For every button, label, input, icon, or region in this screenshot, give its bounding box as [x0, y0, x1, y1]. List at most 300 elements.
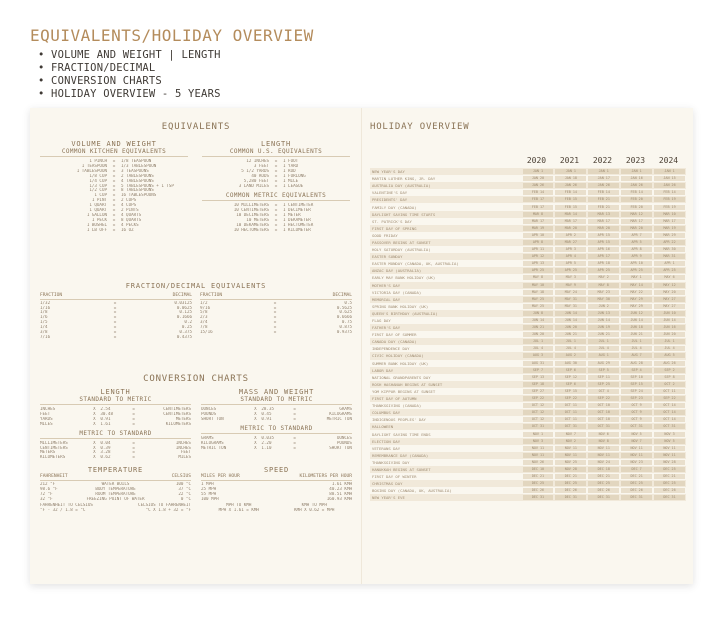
holiday-date: OCT 4: [588, 389, 619, 394]
holiday-date: MAY 12: [654, 283, 685, 288]
holiday-row: [370, 211, 686, 218]
mass-conv-table-1: [201, 407, 352, 422]
conversion-section: [40, 374, 352, 513]
holiday-date: SEP 2: [654, 368, 685, 373]
cell: X: [93, 416, 96, 421]
cell: 0.2: [184, 320, 192, 325]
holiday-row: [370, 466, 686, 473]
cell: =: [112, 178, 116, 183]
holiday-date: SEP 22: [654, 396, 685, 401]
cell: METERS: [175, 416, 191, 421]
holiday-date: JUN 21: [588, 332, 619, 337]
holiday-date: JUN 20: [654, 332, 685, 337]
holiday-date: DEC 31: [654, 495, 685, 500]
feature-item: • HOLIDAY OVERVIEW - 5 YEARS: [38, 88, 690, 101]
cell: 1 DEKAMETER: [283, 218, 311, 223]
holiday-name: CANADA DAY (CANADA): [372, 339, 417, 345]
temperature-section: [40, 466, 191, 513]
speed-formula-label: KMH TO MPH: [301, 503, 327, 508]
holiday-date: MAR 14: [555, 212, 586, 217]
cell: 40 RODS: [251, 173, 269, 178]
temp-formula: °F - 32 / 1.8 = °C: [40, 508, 86, 513]
holiday-row: [370, 430, 686, 437]
holiday-date: MAR 20: [588, 226, 619, 231]
cell: 1 HECTOMETER: [283, 223, 314, 228]
cell: =: [274, 203, 278, 208]
holiday-date: MAR 19: [654, 226, 685, 231]
metric-subtitle: COMMON METRIC EQUIVALENTS: [202, 192, 350, 201]
holiday-date: JUN 8: [523, 311, 554, 316]
holiday-date: APR 17: [588, 254, 619, 259]
length-conv-table-1: [40, 407, 191, 427]
cell: 1 CENTIMETER: [283, 203, 314, 208]
cell: INCHES: [40, 407, 56, 411]
cell: =: [112, 183, 116, 188]
fahrenheit-header: FAHRENHEIT: [40, 474, 68, 480]
cell: 0.6666: [336, 315, 352, 320]
cell: GRAMS: [339, 407, 352, 411]
cell: =: [274, 163, 278, 168]
mass-conv-sub1: STANDARD TO METRIC: [201, 396, 352, 405]
holiday-date: MAY 2: [588, 275, 619, 280]
cell: X: [93, 450, 96, 455]
holiday-date: DEC 18: [588, 467, 619, 472]
conversion-title: CONVERSION CHARTS: [143, 374, 249, 384]
holiday-date: SEP 22: [523, 396, 554, 401]
holiday-date: MAY 20: [654, 290, 685, 295]
holiday-date: APR 10: [621, 261, 652, 266]
length-conv-title: LENGTH: [100, 388, 131, 396]
holiday-date: NOV 5: [654, 439, 685, 444]
holiday-date: APR 25: [523, 268, 554, 273]
holiday-row: [370, 253, 686, 260]
holiday-date: OCT 11: [555, 403, 586, 408]
holiday-name: REMEMBRANCE DAY (CANADA): [372, 452, 429, 458]
cell: X: [93, 445, 96, 450]
cell: =: [274, 168, 278, 173]
holiday-date: APR 3: [555, 247, 586, 252]
cell: =: [112, 227, 116, 232]
holiday-date: DEC 26: [555, 488, 586, 493]
holiday-date: JAN 1: [621, 169, 652, 174]
holiday-date: OCT 10: [588, 417, 619, 422]
cell: =: [273, 320, 277, 325]
cell: =: [112, 222, 116, 227]
holiday-date: APR 25: [588, 268, 619, 273]
cell: =: [274, 223, 278, 228]
holiday-date: JUL 1: [621, 339, 652, 344]
cell: =: [112, 163, 116, 168]
holiday-date: JAN 1: [523, 169, 554, 174]
cell: 10 CENTIMETERS: [233, 208, 269, 213]
holiday-row: [370, 331, 686, 338]
decimal-header: DECIMAL: [332, 293, 352, 298]
holiday-name: CHRISTMAS DAY: [372, 481, 403, 487]
cell: FEET: [180, 450, 191, 455]
cell: =: [274, 227, 278, 232]
table-row: [201, 497, 352, 502]
cell: 28.35: [261, 407, 274, 411]
cell: 1/2 CUP: [89, 188, 107, 193]
holiday-name: HALLOWEEN: [372, 424, 394, 430]
length-conv-sub1: STANDARD TO METRIC: [40, 396, 191, 405]
holiday-date: APR 25: [621, 268, 652, 273]
mass-conv-table-2: [201, 436, 352, 451]
table-row: [200, 330, 352, 335]
holiday-name: QUEEN'S BIRTHDAY (AUSTRALIA): [372, 310, 438, 316]
cell: CENTIMETERS: [163, 411, 191, 416]
holiday-date: APR 4: [555, 254, 586, 259]
metric-table: [202, 203, 350, 232]
holiday-row: [370, 445, 686, 452]
holiday-name: ANZAC DAY (AUSTRALIA): [372, 268, 422, 274]
holiday-row: [370, 267, 686, 274]
holiday-date: JUN 10: [654, 311, 685, 316]
holiday-date: JAN 26: [588, 183, 619, 188]
holiday-date: MAR 27: [555, 240, 586, 245]
cell: 0.875: [339, 325, 352, 330]
cell: =: [274, 208, 278, 213]
speed-section: [201, 466, 352, 513]
cell: 98.6 °F: [40, 486, 58, 491]
cell: WATER BOILS: [101, 481, 130, 486]
holiday-date: APR 15: [588, 240, 619, 245]
cell: 1/8 TEASPOON: [121, 159, 152, 163]
cell: =: [274, 218, 278, 223]
holiday-name: ST. PATRICK'S DAY: [372, 218, 412, 224]
holiday-date: JUN 21: [555, 332, 586, 337]
holiday-row: [370, 480, 686, 487]
holiday-row: [370, 324, 686, 331]
volume-weight-table: [40, 159, 188, 233]
holiday-date: OCT 9: [621, 417, 652, 422]
cell: 1/3 TABLESPOON: [121, 163, 157, 168]
holiday-row: [370, 438, 686, 445]
cell: 72 °F: [40, 491, 53, 496]
holiday-date: JAN 1: [555, 169, 586, 174]
cell: KILOGRAMS: [329, 411, 352, 416]
cell: 1 FURLONG: [283, 173, 306, 178]
cell: 2 TABLESPOONS: [121, 173, 154, 178]
holiday-name: GOOD FRIDAY: [372, 232, 398, 238]
holiday-row: [370, 402, 686, 409]
holiday-date: JUL 4: [588, 346, 619, 351]
holiday-date: OCT 12: [523, 410, 554, 415]
holiday-date: OCT 12: [523, 403, 554, 408]
holiday-row: [370, 182, 686, 189]
holiday-row: [370, 203, 686, 210]
holiday-date: MAR 20: [555, 226, 586, 231]
holiday-date: MAR 20: [621, 226, 652, 231]
cell: 7/8: [200, 325, 208, 330]
cell: =: [293, 445, 296, 450]
holiday-name: HOLY SATURDAY (AUSTRALIA): [372, 247, 431, 253]
holiday-row: [370, 374, 686, 381]
holiday-date: OCT 31: [654, 424, 685, 429]
cell: CENTIMETERS: [40, 445, 68, 450]
cell: FEET: [40, 411, 51, 416]
holiday-date: MAY 1: [621, 275, 652, 280]
holiday-name: VALENTINE'S DAY: [372, 190, 408, 196]
holiday-row: [370, 352, 686, 359]
holiday-date: FEB 15: [555, 197, 586, 202]
holiday-date: FEB 14: [555, 190, 586, 195]
cell: 0.625: [339, 310, 352, 315]
holiday-row: [370, 282, 686, 289]
product-header: [30, 26, 690, 101]
holiday-date: APR 2: [555, 233, 586, 238]
cell: 12 INCHES: [246, 159, 269, 163]
holiday-date: SEP 22: [555, 396, 586, 401]
holiday-date: SEP 6: [555, 368, 586, 373]
cell: 1 BUSHEL: [86, 222, 107, 227]
cell: INCHES: [175, 445, 191, 450]
holiday-date: MAR 19: [523, 226, 554, 231]
holiday-date: NOV 25: [555, 460, 586, 465]
holiday-date: JAN 20: [523, 176, 554, 181]
holiday-name: VETERANS DAY: [372, 445, 401, 451]
holiday-name: NEW YEAR'S DAY: [372, 169, 405, 175]
cell: 1 TEASPOON: [81, 163, 107, 168]
holiday-date: APR 16: [588, 247, 619, 252]
holiday-row: [370, 196, 686, 203]
holiday-date: OCT 31: [523, 424, 554, 429]
holiday-date: FEB 19: [654, 205, 685, 210]
cell: =: [273, 330, 277, 335]
holiday-row: [370, 416, 686, 423]
cell: 3/4: [200, 320, 208, 325]
holiday-date: APR 7: [621, 233, 652, 238]
cell: =: [132, 416, 135, 421]
holiday-date: SEP 24: [621, 389, 652, 394]
holiday-date: MAY 22: [621, 290, 652, 295]
holiday-date: APR 25: [555, 268, 586, 273]
cell: 100 MPH: [201, 496, 219, 501]
cell: 1/8 CUP: [89, 173, 107, 178]
holiday-name: VICTORIA DAY (CANADA): [372, 289, 422, 295]
holiday-name: COLUMBUS DAY: [372, 410, 401, 416]
cell: 0.03125: [174, 300, 192, 305]
cell: =: [112, 168, 116, 173]
cell: =: [274, 173, 278, 178]
holiday-date: MAY 10: [523, 283, 554, 288]
cell: BODY TEMPERATURE: [95, 486, 136, 491]
volume-weight-title: VOLUME AND WEIGHT: [71, 140, 157, 148]
cell: 100 °C: [175, 481, 191, 486]
cell: =: [112, 173, 116, 178]
cell: =: [132, 445, 135, 450]
holiday-date: MAR 17: [588, 219, 619, 224]
cell: X: [254, 416, 257, 421]
cell: 0.45: [261, 411, 272, 416]
year-header: 2021: [559, 156, 580, 165]
cell: 1/3 CUP: [89, 183, 107, 188]
holiday-date: DEC 25: [588, 481, 619, 486]
cell: 40.23 KMH: [329, 486, 352, 491]
holiday-date: NOV 2: [555, 439, 586, 444]
holiday-date: APR 12: [523, 254, 554, 259]
cell: 8 QUARTS: [121, 217, 142, 222]
holiday-date: DEC 7: [621, 467, 652, 472]
cell: =: [112, 198, 116, 203]
cell: 0.035: [261, 435, 274, 440]
holiday-row: [370, 367, 686, 374]
cell: 4 CUPS: [121, 203, 137, 208]
cell: 1.61 KMH: [331, 481, 352, 486]
holiday-date: APR 8: [621, 247, 652, 252]
holiday-date: OCT 14: [654, 417, 685, 422]
table-row: [202, 228, 350, 233]
holiday-row: [370, 289, 686, 296]
cell: =: [112, 188, 116, 193]
cell: 0.9375: [336, 330, 352, 335]
holiday-date: SEP 13: [523, 375, 554, 380]
holiday-date: DEC 21: [654, 474, 685, 479]
cell: 2 CUPS: [121, 198, 137, 203]
cell: 1/32: [40, 300, 51, 305]
cell: 2.54: [100, 407, 111, 411]
mass-conversion: [201, 388, 352, 460]
cell: =: [112, 217, 116, 222]
table-row: [201, 446, 352, 451]
holiday-date: NOV 5: [621, 432, 652, 437]
cell: X: [93, 421, 96, 426]
holiday-date: JUN 12: [621, 311, 652, 316]
table-row: [40, 455, 191, 460]
holiday-date: OCT 10: [588, 403, 619, 408]
holiday-date: NOV 23: [621, 460, 652, 465]
cell: =: [132, 421, 135, 426]
holiday-date: DEC 21: [555, 474, 586, 479]
holiday-date: MAY 8: [523, 275, 554, 280]
holiday-date: MAR 10: [654, 212, 685, 217]
cell: 2/3: [200, 315, 208, 320]
cell: 0.91: [261, 416, 272, 421]
holiday-date: NOV 7: [555, 432, 586, 437]
cell: X: [93, 411, 96, 416]
holiday-date: SEP 18: [523, 382, 554, 387]
feature-item: • CONVERSION CHARTS: [38, 75, 690, 88]
holiday-date: AUG 30: [555, 361, 586, 366]
cell: X: [93, 407, 96, 411]
holiday-date: OCT 31: [588, 424, 619, 429]
holiday-date: SEP 22: [588, 396, 619, 401]
cell: 0.62: [100, 455, 111, 460]
holiday-date: DEC 25: [654, 481, 685, 486]
cell: 0.125: [179, 310, 192, 315]
cell: POUNDS: [336, 440, 352, 445]
cell: 1.10: [261, 445, 272, 450]
holiday-date: NOV 11: [588, 446, 619, 451]
cell: 1/8: [40, 310, 48, 315]
holiday-date: JUL 4: [555, 346, 586, 351]
year-header: 2023: [625, 156, 646, 165]
holiday-date: MAY 25: [523, 297, 554, 302]
holiday-row: [370, 246, 686, 253]
holiday-date: NOV 11: [555, 446, 586, 451]
cell: =: [113, 334, 117, 339]
holiday-date: SEP 4: [621, 368, 652, 373]
holiday-date: MAY 14: [621, 283, 652, 288]
holiday-name: DAYLIGHT SAVING TIME STARTS: [372, 211, 436, 217]
cell: 1/4 CUP: [89, 178, 107, 183]
cell: 0.375: [179, 330, 192, 335]
holiday-date: MAY 8: [588, 283, 619, 288]
speed-formula: KMH X 0.62 = MPH: [294, 508, 335, 513]
table-row: [40, 497, 191, 502]
cell: 3 FEET: [253, 163, 269, 168]
cell: X: [254, 440, 257, 445]
holiday-row: [370, 260, 686, 267]
holiday-date: DEC 21: [523, 474, 554, 479]
holiday-row: [370, 452, 686, 459]
holiday-date: NOV 3: [523, 439, 554, 444]
holiday-date: OCT 11: [654, 389, 685, 394]
holiday-date: SEP 8: [654, 375, 685, 380]
cell: 10 METERS: [246, 218, 269, 223]
year-header: 2024: [658, 156, 679, 165]
holiday-date: AUG 31: [523, 361, 554, 366]
holiday-name: ELECTION DAY: [372, 438, 401, 444]
speed-formula: MPH X 1.61 = KMH: [218, 508, 259, 513]
cell: =: [112, 203, 116, 208]
holiday-date: MAR 30: [654, 247, 685, 252]
holiday-date: JAN 26: [621, 183, 652, 188]
holiday-date: MAR 29: [654, 233, 685, 238]
cell: 1 MILE: [283, 178, 299, 183]
cell: 5 TABLESPOONS + 1 TSP: [121, 183, 174, 188]
length-table: [202, 159, 350, 188]
table-row: [40, 228, 188, 233]
holiday-date: SEP 10: [621, 375, 652, 380]
cell: 10 HECTOMETERS: [233, 227, 269, 232]
cell: 4 QUARTS: [121, 212, 142, 217]
cell: METRIC TON: [326, 416, 352, 421]
holiday-name: MEMORIAL DAY: [372, 296, 401, 302]
holiday-date: SEP 11: [588, 375, 619, 380]
cell: X: [93, 440, 96, 445]
cell: =: [113, 305, 117, 310]
cell: 15/16: [200, 330, 213, 335]
holiday-date: SEP 12: [555, 375, 586, 380]
holiday-row: [370, 423, 686, 430]
cell: =: [273, 305, 277, 310]
mph-header: MILES PER HOUR: [201, 474, 240, 480]
holiday-date: FEB 17: [523, 205, 554, 210]
fraction-header: FRACTION: [40, 293, 63, 298]
page-gutter: [361, 108, 362, 584]
holiday-date: AUG 26: [654, 361, 685, 366]
holiday-date: JUN 20: [523, 332, 554, 337]
temperature-table: [40, 482, 191, 502]
holiday-row: [370, 239, 686, 246]
cell: X: [254, 435, 257, 440]
holiday-date: SEP 7: [523, 368, 554, 373]
cell: MILLIMETERS: [40, 440, 68, 445]
cell: 9/16: [200, 305, 211, 310]
length-conv-table-2: [40, 441, 191, 461]
holiday-date: AUG 5: [654, 353, 685, 358]
holiday-date: NOV 11: [523, 446, 554, 451]
length-subtitle: COMMON U.S. EQUIVALENTS: [202, 148, 350, 157]
cell: 1 YARD: [283, 163, 299, 168]
cell: =: [293, 435, 296, 440]
cell: =: [112, 208, 116, 213]
holiday-date: JAN 1: [588, 169, 619, 174]
cell: 10 DEKAMETERS: [236, 223, 269, 228]
holiday-date: SEP 15: [621, 382, 652, 387]
cell: 1 PINT: [91, 198, 107, 203]
